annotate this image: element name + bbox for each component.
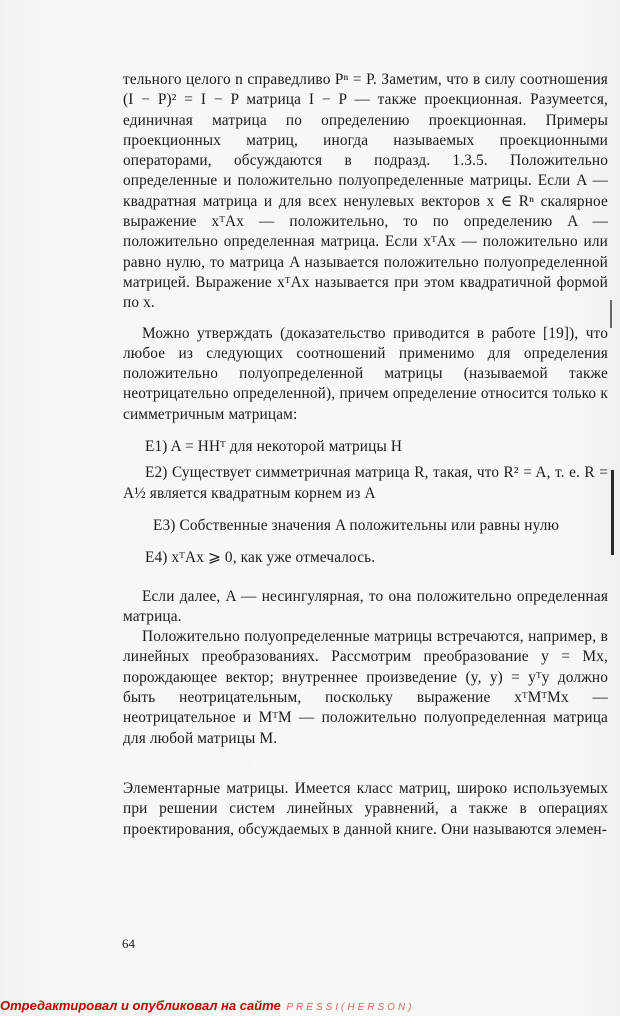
page-body xyxy=(123,70,608,840)
page-number: 64 xyxy=(122,936,135,951)
paragraph-nonsingular: Если далее, A — несингулярная, то она положительно определенная матрица. xyxy=(123,587,608,625)
paragraph-transformations: Положительно полуопределенные матрицы встречаются, например, в линейных преобразованиях. Рассмотрим преобразование y = Mx, порождающее вектор; внутреннее произведение (y, y) = yᵀy должно быть неотрицательным, поскольку выражение xᵀMᵀMx — неотрицательное и MᵀM — положительно полуопределенная матрица для любой матрицы M. xyxy=(123,628,608,747)
criterion-e4: E4) xᵀAx ⩾ 0, как уже отмечалось. xyxy=(145,549,376,567)
paragraph-projection-and-definite: тельного целого n справедливо Pⁿ = P. Заметим, что в силу соотношения (I − P)² = I − P матрица I − P — также проекционная. Разумеется, единичная матрица по определению проекционная. Примеры проекционных матриц, иногда называемых проекционными операторами, обсуждаются в подразд. 1.3.5. Положительно определенные и положительно полуопределенные матрицы. Если A — квадратная матрица и для всех ненулевых векторов x ∈ Rⁿ скалярное выражение xᵀAx — положительно, то по определению A — положительно определенная матрица. Если xᵀAx — положительно или равно нулю, то матрица A называется положительно полуопределенной матрицей. Выражение xᵀAx называется при этом квадратичной формой по x. xyxy=(123,71,608,312)
footer-credit-text: Отредактировал и опубликовал на сайте xyxy=(0,998,281,1013)
paragraph-criteria-intro: Можно утверждать (доказательство приводится в работе [19]), что любое из следующих соотношений применимо для определения положительно полуопределенной матрицы (называемой также неотрицательно определенной), причем определение относится только к симметричным матрицам: xyxy=(123,324,608,423)
criterion-e2: E2) Существует симметричная матрица R, такая, что R² = A, т. е. R = A½ является квадратным корнем из A xyxy=(123,464,608,502)
criterion-e1: E1) A = HHᵀ для некоторой матрицы H xyxy=(145,438,403,456)
publisher-footer xyxy=(0,996,620,1016)
footer-site-name: PRESSI(HERSON) xyxy=(286,1002,415,1013)
scan-margin-mark xyxy=(610,300,612,328)
scan-margin-bar xyxy=(611,470,614,555)
paragraph-elementary-matrices: Элементарные матрицы. Имеется класс матриц, широко используемых при решении систем линейных уравнений, а также в операциях проектирования, обсуждаемых в данной книге. Они называются элемен- xyxy=(123,779,608,838)
criterion-e3: E3) Собственные значения A положительны или равны нулю xyxy=(153,516,560,534)
